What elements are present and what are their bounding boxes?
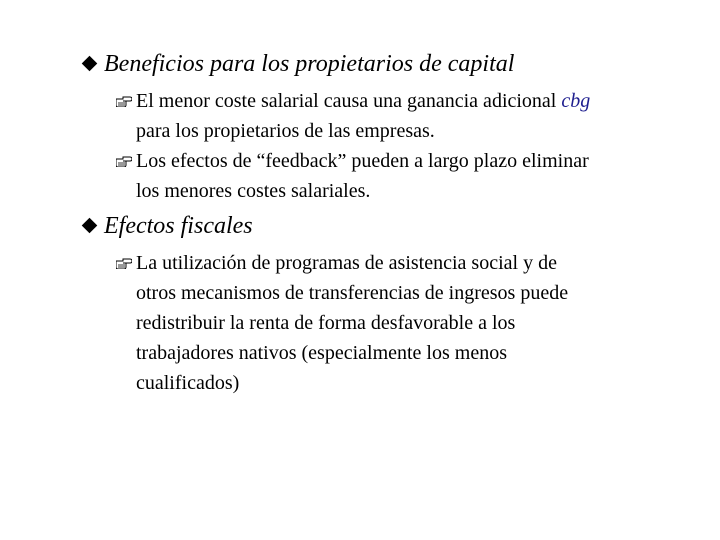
bullet-text-line: Los efectos de “feedback” pueden a largo plazo eliminar bbox=[136, 150, 589, 172]
bullet-accent-text: cbg bbox=[561, 90, 591, 112]
bullet-text-line: redistribuir la renta de forma desfavorable a los bbox=[136, 312, 516, 334]
bullet-text-line: cualificados) bbox=[136, 372, 240, 394]
section-efectos-fiscales bbox=[82, 212, 702, 398]
bullet-item bbox=[82, 248, 702, 398]
pointing-hand-icon bbox=[116, 155, 132, 167]
diamond-bullet-icon bbox=[82, 218, 98, 234]
diamond-bullet-icon bbox=[82, 56, 98, 72]
section-heading bbox=[82, 212, 702, 240]
bullet-text-line: La utilización de programas de asistencia social y de bbox=[136, 252, 557, 274]
bullet-text-line: para los propietarios de las empresas. bbox=[136, 120, 435, 142]
bullet-text-line: trabajadores nativos (especialmente los menos bbox=[136, 342, 507, 364]
bullet-item bbox=[82, 86, 702, 146]
section-heading bbox=[82, 50, 702, 78]
pointing-hand-icon bbox=[116, 95, 132, 107]
pointing-hand-icon bbox=[116, 257, 132, 269]
bullet-text-line: los menores costes salariales. bbox=[136, 180, 371, 202]
bullet-item bbox=[82, 146, 702, 206]
section-heading-text: Beneficios para los propietarios de capital bbox=[104, 51, 515, 77]
section-heading-text: Efectos fiscales bbox=[104, 213, 253, 239]
bullet-text-line: El menor coste salarial causa una ganancia adicional bbox=[136, 90, 562, 112]
bullet-text-line: otros mecanismos de transferencias de ingresos puede bbox=[136, 282, 569, 304]
section-beneficios bbox=[82, 50, 702, 206]
